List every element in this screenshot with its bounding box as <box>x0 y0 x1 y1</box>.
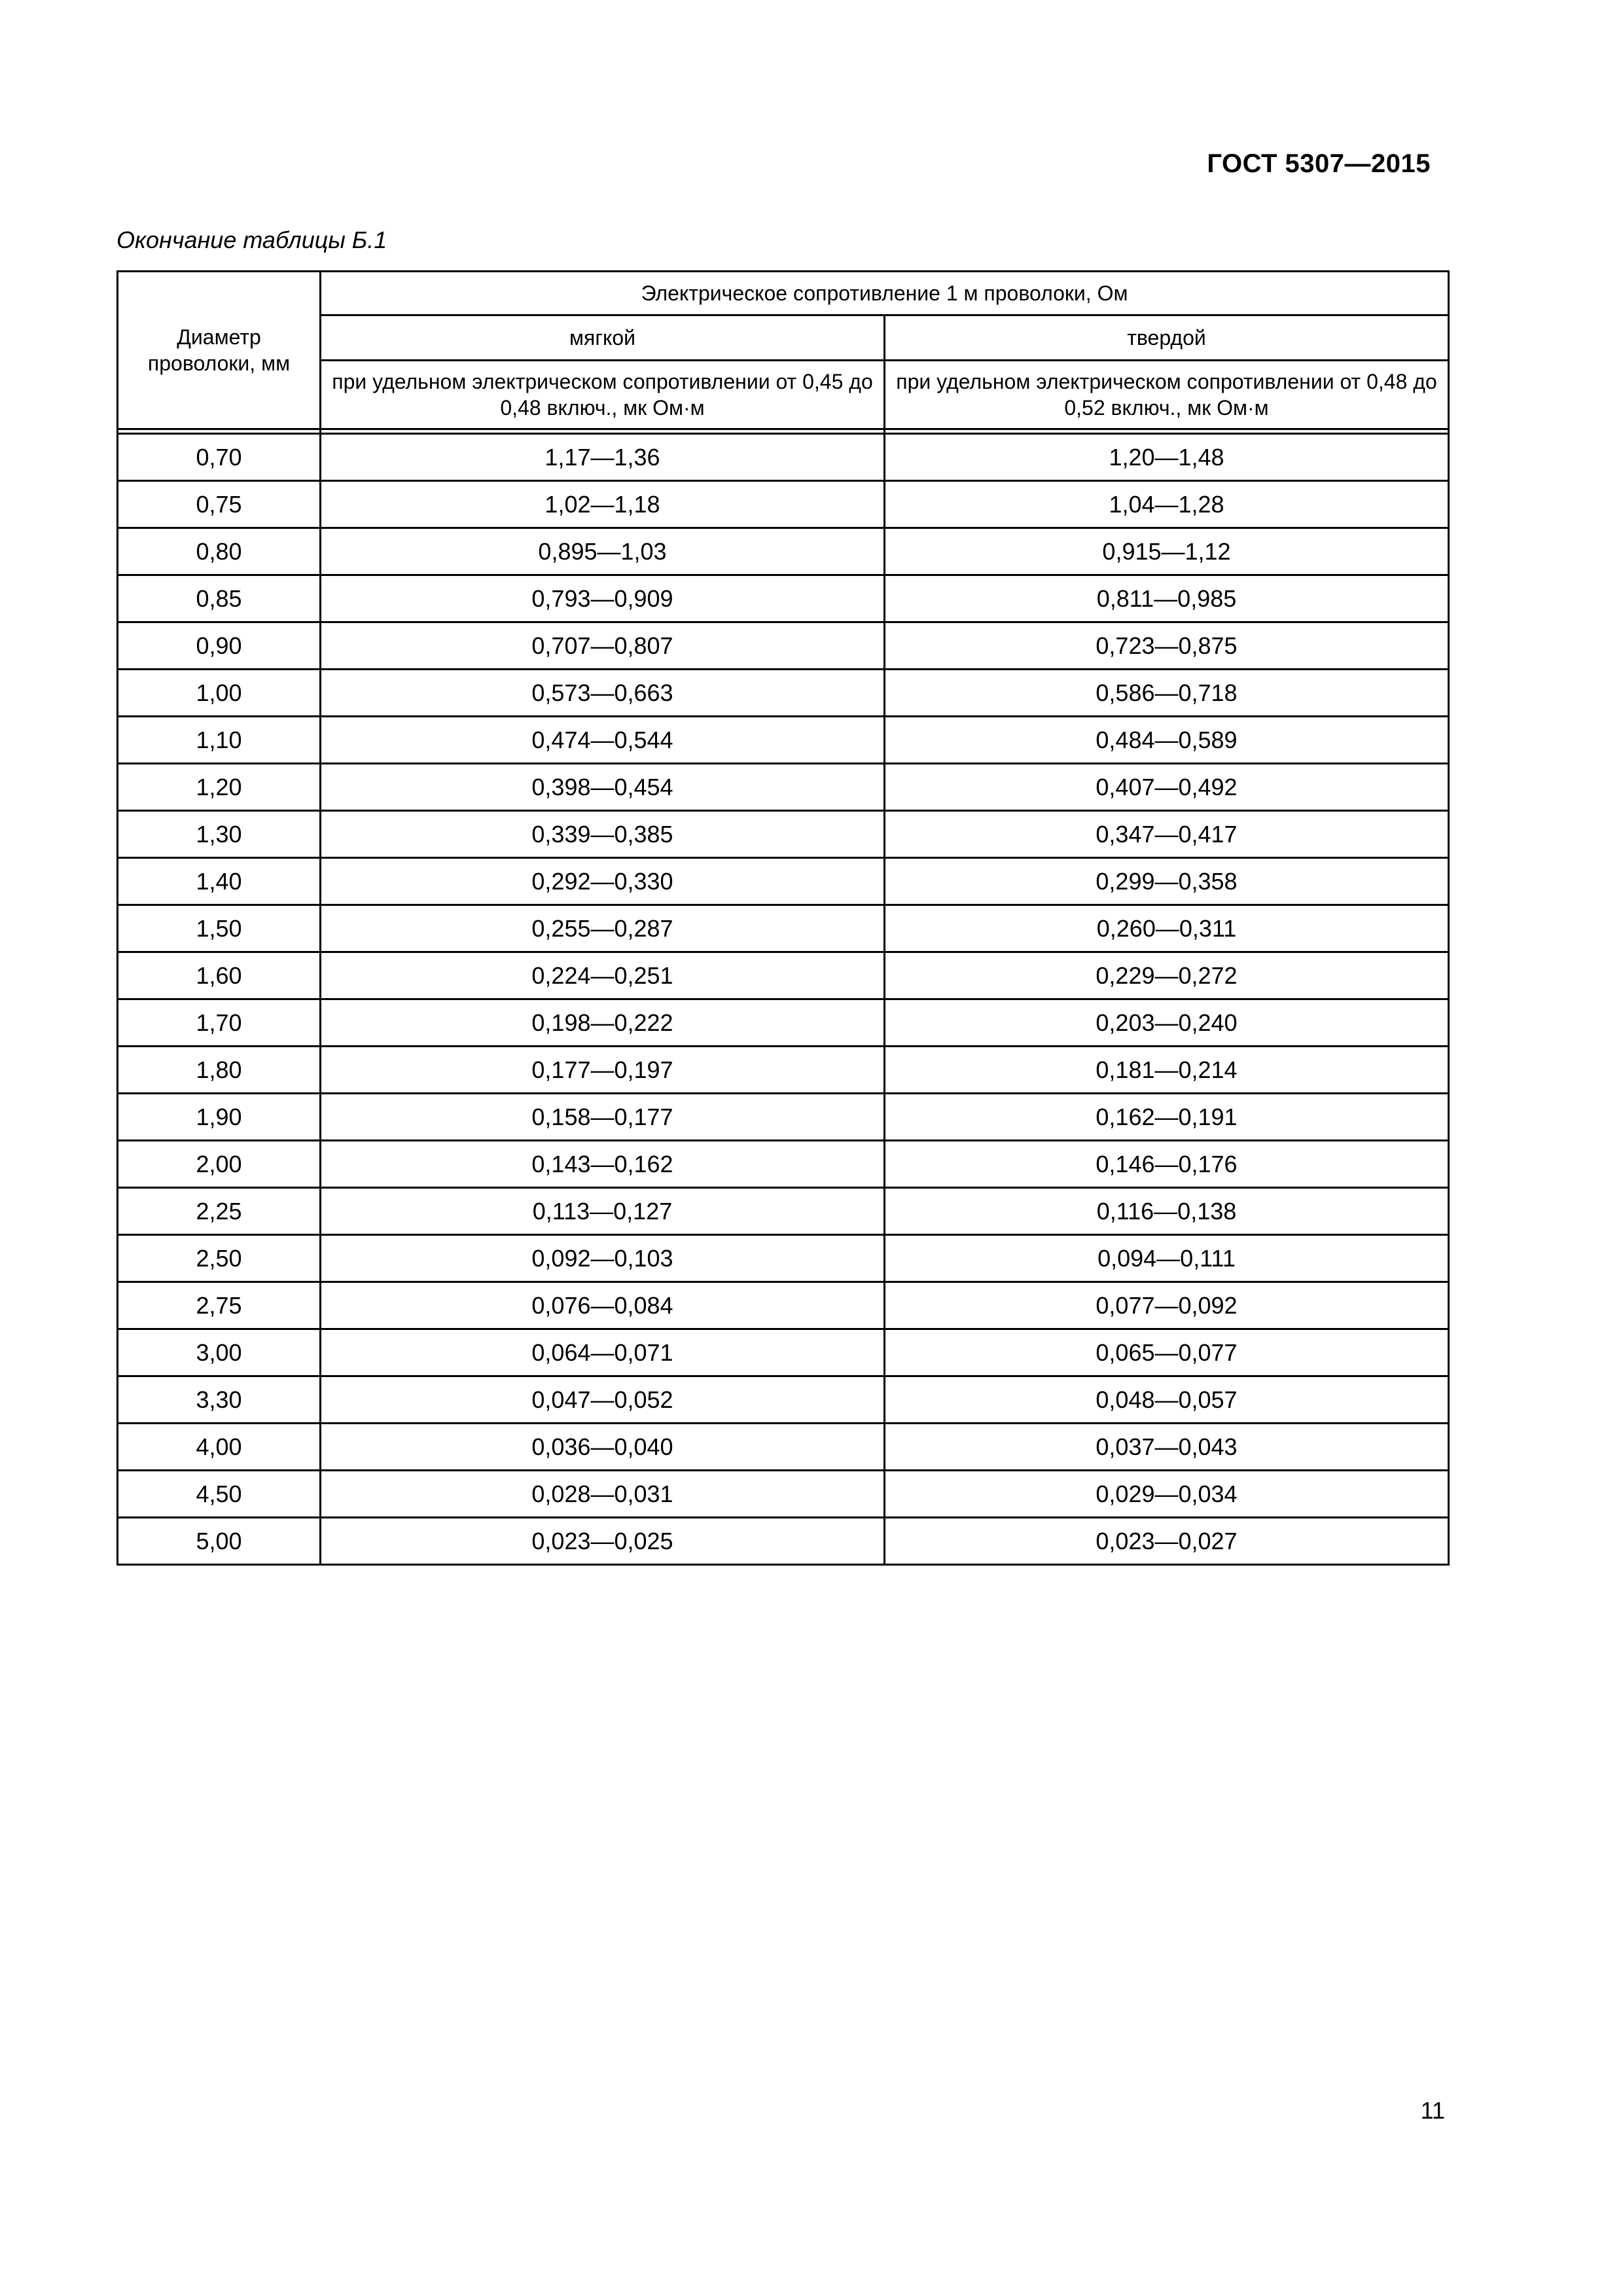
table-row <box>118 670 1449 717</box>
cell-hard-resistance: 0,162—0,191 <box>885 1094 1449 1141</box>
cell-hard-resistance: 0,347—0,417 <box>885 811 1449 858</box>
table-row <box>118 811 1449 858</box>
table-row <box>118 481 1449 528</box>
cell-diameter: 2,50 <box>118 1235 321 1282</box>
cell-diameter: 3,00 <box>118 1329 321 1376</box>
cell-hard-resistance: 0,048—0,057 <box>885 1376 1449 1424</box>
header-soft: мягкой <box>321 315 885 361</box>
document-code: ГОСТ 5307—2015 <box>1207 149 1431 178</box>
cell-hard-resistance: 0,146—0,176 <box>885 1141 1449 1188</box>
cell-diameter: 0,85 <box>118 575 321 622</box>
table-row <box>118 1047 1449 1094</box>
cell-soft-resistance: 0,028—0,031 <box>321 1471 885 1518</box>
cell-hard-resistance: 0,723—0,875 <box>885 622 1449 670</box>
table-row <box>118 1424 1449 1471</box>
cell-diameter: 1,10 <box>118 717 321 764</box>
cell-diameter: 1,20 <box>118 764 321 811</box>
table-row <box>118 1141 1449 1188</box>
cell-diameter: 1,40 <box>118 858 321 905</box>
cell-hard-resistance: 0,484—0,589 <box>885 717 1449 764</box>
table-row <box>118 717 1449 764</box>
table-body <box>118 434 1449 1565</box>
cell-hard-resistance: 1,20—1,48 <box>885 434 1449 481</box>
cell-hard-resistance: 0,065—0,077 <box>885 1329 1449 1376</box>
cell-diameter: 1,50 <box>118 905 321 952</box>
cell-soft-resistance: 0,707—0,807 <box>321 622 885 670</box>
cell-hard-resistance: 0,299—0,358 <box>885 858 1449 905</box>
header-separator <box>321 429 885 434</box>
cell-soft-resistance: 0,198—0,222 <box>321 999 885 1047</box>
cell-hard-resistance: 0,915—1,12 <box>885 528 1449 575</box>
table-row <box>118 1329 1449 1376</box>
cell-diameter: 1,70 <box>118 999 321 1047</box>
page-number: 11 <box>1420 2097 1445 2124</box>
cell-diameter: 1,90 <box>118 1094 321 1141</box>
header-soft-note: при удельном электрическом сопротивлении от 0,45 до 0,48 включ., мк Ом·м <box>321 361 885 429</box>
cell-hard-resistance: 0,260—0,311 <box>885 905 1449 952</box>
cell-soft-resistance: 0,023—0,025 <box>321 1518 885 1565</box>
header-separator <box>118 429 321 434</box>
cell-diameter: 2,00 <box>118 1141 321 1188</box>
cell-hard-resistance: 0,037—0,043 <box>885 1424 1449 1471</box>
cell-soft-resistance: 0,047—0,052 <box>321 1376 885 1424</box>
table-row <box>118 1282 1449 1329</box>
cell-soft-resistance: 0,793—0,909 <box>321 575 885 622</box>
cell-hard-resistance: 0,029—0,034 <box>885 1471 1449 1518</box>
cell-soft-resistance: 0,076—0,084 <box>321 1282 885 1329</box>
cell-soft-resistance: 0,573—0,663 <box>321 670 885 717</box>
table-row <box>118 1094 1449 1141</box>
header-separator <box>885 429 1449 434</box>
table-row <box>118 622 1449 670</box>
table-row <box>118 764 1449 811</box>
cell-soft-resistance: 0,895—1,03 <box>321 528 885 575</box>
table-row <box>118 905 1449 952</box>
cell-hard-resistance: 0,811—0,985 <box>885 575 1449 622</box>
cell-soft-resistance: 0,398—0,454 <box>321 764 885 811</box>
cell-diameter: 0,90 <box>118 622 321 670</box>
table-row <box>118 1376 1449 1424</box>
cell-soft-resistance: 0,339—0,385 <box>321 811 885 858</box>
cell-diameter: 4,50 <box>118 1471 321 1518</box>
table-row <box>118 1471 1449 1518</box>
cell-hard-resistance: 0,203—0,240 <box>885 999 1449 1047</box>
cell-hard-resistance: 0,094—0,111 <box>885 1235 1449 1282</box>
cell-soft-resistance: 0,113—0,127 <box>321 1188 885 1235</box>
cell-diameter: 2,25 <box>118 1188 321 1235</box>
cell-diameter: 0,75 <box>118 481 321 528</box>
cell-soft-resistance: 0,092—0,103 <box>321 1235 885 1282</box>
cell-diameter: 1,80 <box>118 1047 321 1094</box>
cell-diameter: 0,70 <box>118 434 321 481</box>
cell-soft-resistance: 1,02—1,18 <box>321 481 885 528</box>
table-row <box>118 1235 1449 1282</box>
cell-soft-resistance: 0,224—0,251 <box>321 952 885 999</box>
cell-hard-resistance: 0,181—0,214 <box>885 1047 1449 1094</box>
cell-hard-resistance: 0,407—0,492 <box>885 764 1449 811</box>
cell-soft-resistance: 0,064—0,071 <box>321 1329 885 1376</box>
cell-soft-resistance: 0,177—0,197 <box>321 1047 885 1094</box>
header-hard: твердой <box>885 315 1449 361</box>
table-row <box>118 1518 1449 1565</box>
cell-soft-resistance: 0,474—0,544 <box>321 717 885 764</box>
table-header <box>118 272 1449 434</box>
cell-soft-resistance: 0,158—0,177 <box>321 1094 885 1141</box>
cell-soft-resistance: 0,292—0,330 <box>321 858 885 905</box>
cell-hard-resistance: 0,077—0,092 <box>885 1282 1449 1329</box>
cell-diameter: 2,75 <box>118 1282 321 1329</box>
cell-hard-resistance: 0,229—0,272 <box>885 952 1449 999</box>
table-row <box>118 858 1449 905</box>
cell-hard-resistance: 0,586—0,718 <box>885 670 1449 717</box>
cell-diameter: 1,30 <box>118 811 321 858</box>
cell-hard-resistance: 0,116—0,138 <box>885 1188 1449 1235</box>
header-resistance: Электрическое сопротивление 1 м проволоки, Ом <box>321 272 1449 315</box>
cell-diameter: 5,00 <box>118 1518 321 1565</box>
cell-hard-resistance: 1,04—1,28 <box>885 481 1449 528</box>
cell-diameter: 3,30 <box>118 1376 321 1424</box>
cell-hard-resistance: 0,023—0,027 <box>885 1518 1449 1565</box>
table-row <box>118 434 1449 481</box>
table-row <box>118 952 1449 999</box>
cell-diameter: 0,80 <box>118 528 321 575</box>
table-row <box>118 575 1449 622</box>
table-row <box>118 999 1449 1047</box>
cell-diameter: 4,00 <box>118 1424 321 1471</box>
header-diameter: Диаметр проволоки, мм <box>118 272 321 429</box>
cell-soft-resistance: 1,17—1,36 <box>321 434 885 481</box>
header-hard-note: при удельном электрическом сопротивлении от 0,48 до 0,52 включ., мк Ом·м <box>885 361 1449 429</box>
cell-diameter: 1,00 <box>118 670 321 717</box>
table-row <box>118 528 1449 575</box>
table-row <box>118 1188 1449 1235</box>
table-caption: Окончание таблицы Б.1 <box>116 226 387 253</box>
cell-soft-resistance: 0,036—0,040 <box>321 1424 885 1471</box>
cell-soft-resistance: 0,143—0,162 <box>321 1141 885 1188</box>
cell-soft-resistance: 0,255—0,287 <box>321 905 885 952</box>
cell-diameter: 1,60 <box>118 952 321 999</box>
resistance-table <box>116 270 1450 1566</box>
